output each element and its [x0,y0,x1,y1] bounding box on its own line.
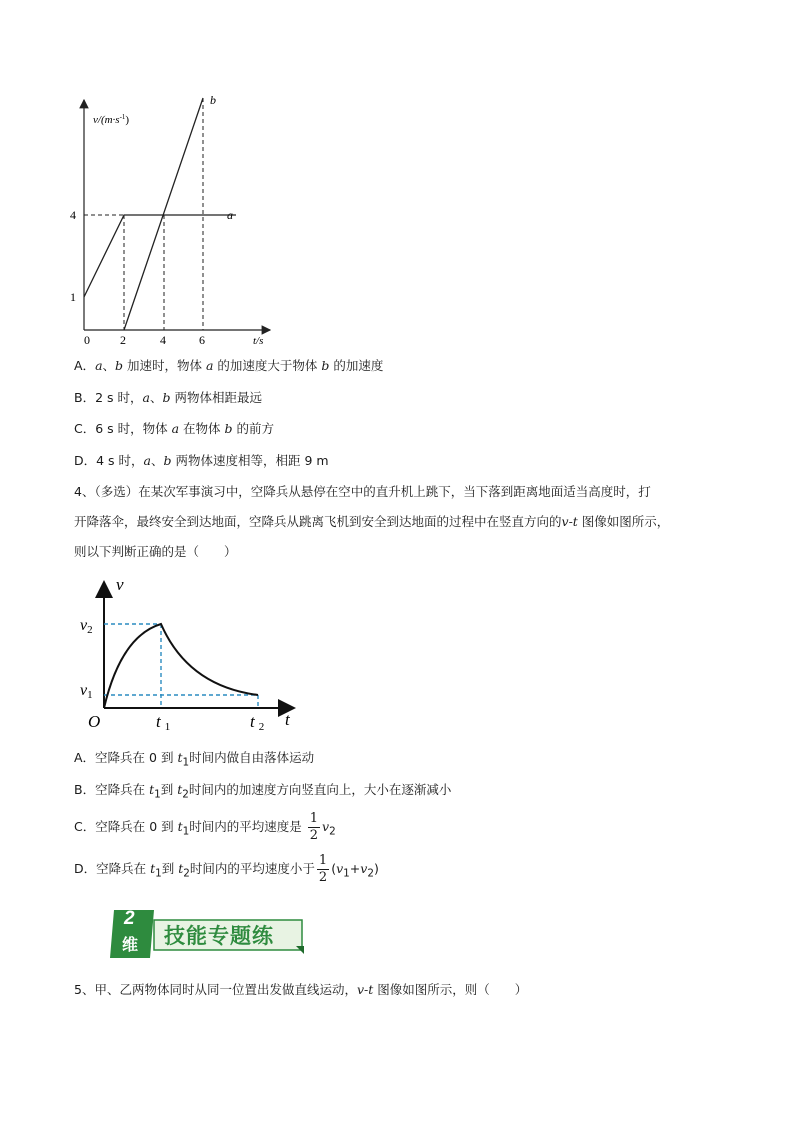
v2-label: v2 [80,617,93,636]
y-tick-4: 4 [70,208,76,222]
q4-line-1: 4、（多选）在某次军事演习中，空降兵从悬停在空中的直升机上跳下，当下落到距离地面适当高度时，打 [74,484,651,499]
q3-option-d: D．4 s 时，a、b 两物体速度相等，相距 9 m [74,453,329,468]
line-a [84,215,236,297]
q4-option-c: C．空降兵在 0 到 $t_1$时间内的平均速度是 $\frac{1}{2}$ $v_2$ [74,811,336,843]
q3-option-c: C．6 s 时，物体 a 在物体 b 的前方 [74,421,275,436]
fraction-one-half: $\frac{1}{2}$ [309,811,319,843]
q5-stem: 5、甲、乙两物体同时从同一位置出发做直线运动，v-t 图像如图所示，则（ ） [74,982,528,997]
y-axis-label: v [116,575,124,594]
q3-option-a: A．a、b 加速时，物体 a 的加速度大于物体 b 的加速度 [74,358,384,373]
badge-number: 2 [124,908,135,929]
t1-label: t 1 [156,712,171,733]
x-axis-label: t [285,710,290,729]
x-tick-2: 2 [120,333,126,347]
y-tick-1: 1 [70,290,76,304]
q4-line-3: 则以下判断正确的是（ ） [74,544,237,559]
q4-option-b: B．空降兵在 $t_1$到 $t_2$时间内的加速度方向竖直向上，大小在逐渐减小 [74,782,452,801]
origin-label: O [88,712,101,731]
velocity-time-graph-ab [60,90,290,350]
q4-line-2: 开降落伞，最终安全到达地面，空降兵从跳离飞机到安全到达地面的过程中在竖直方向的v-t 图像如图所示， [74,514,670,529]
t2-label: t 2 [250,712,265,733]
q4-stem [74,477,734,567]
badge-character: 维 [122,935,139,954]
line-a-label: a [227,208,233,222]
y-axis-label: $v/(m\cdot s^{-1})$ [93,113,130,126]
paratrooper-vt-graph [76,574,306,734]
q4-option-a: A．空降兵在 0 到 $t_1$时间内做自由落体运动 [74,750,315,769]
q3-option-b: B．2 s 时，a、b 两物体相距最远 [74,390,262,405]
x-axis-label: t/s [253,335,264,347]
q4-option-d: D．空降兵在 $t_1$到 $t_2$时间内的平均速度小于 $\frac{1}{2}$ $(v_1+v_2)$ [74,853,379,885]
fraction-one-half: $\frac{1}{2}$ [318,853,328,885]
banner-title: 技能专题练 [164,924,274,948]
section-banner [110,908,306,958]
v1-label: v1 [80,682,93,701]
x-tick-4: 4 [160,333,166,347]
x-tick-6: 6 [199,333,205,347]
x-tick-0: 0 [84,333,90,347]
line-b-label: b [210,93,216,107]
